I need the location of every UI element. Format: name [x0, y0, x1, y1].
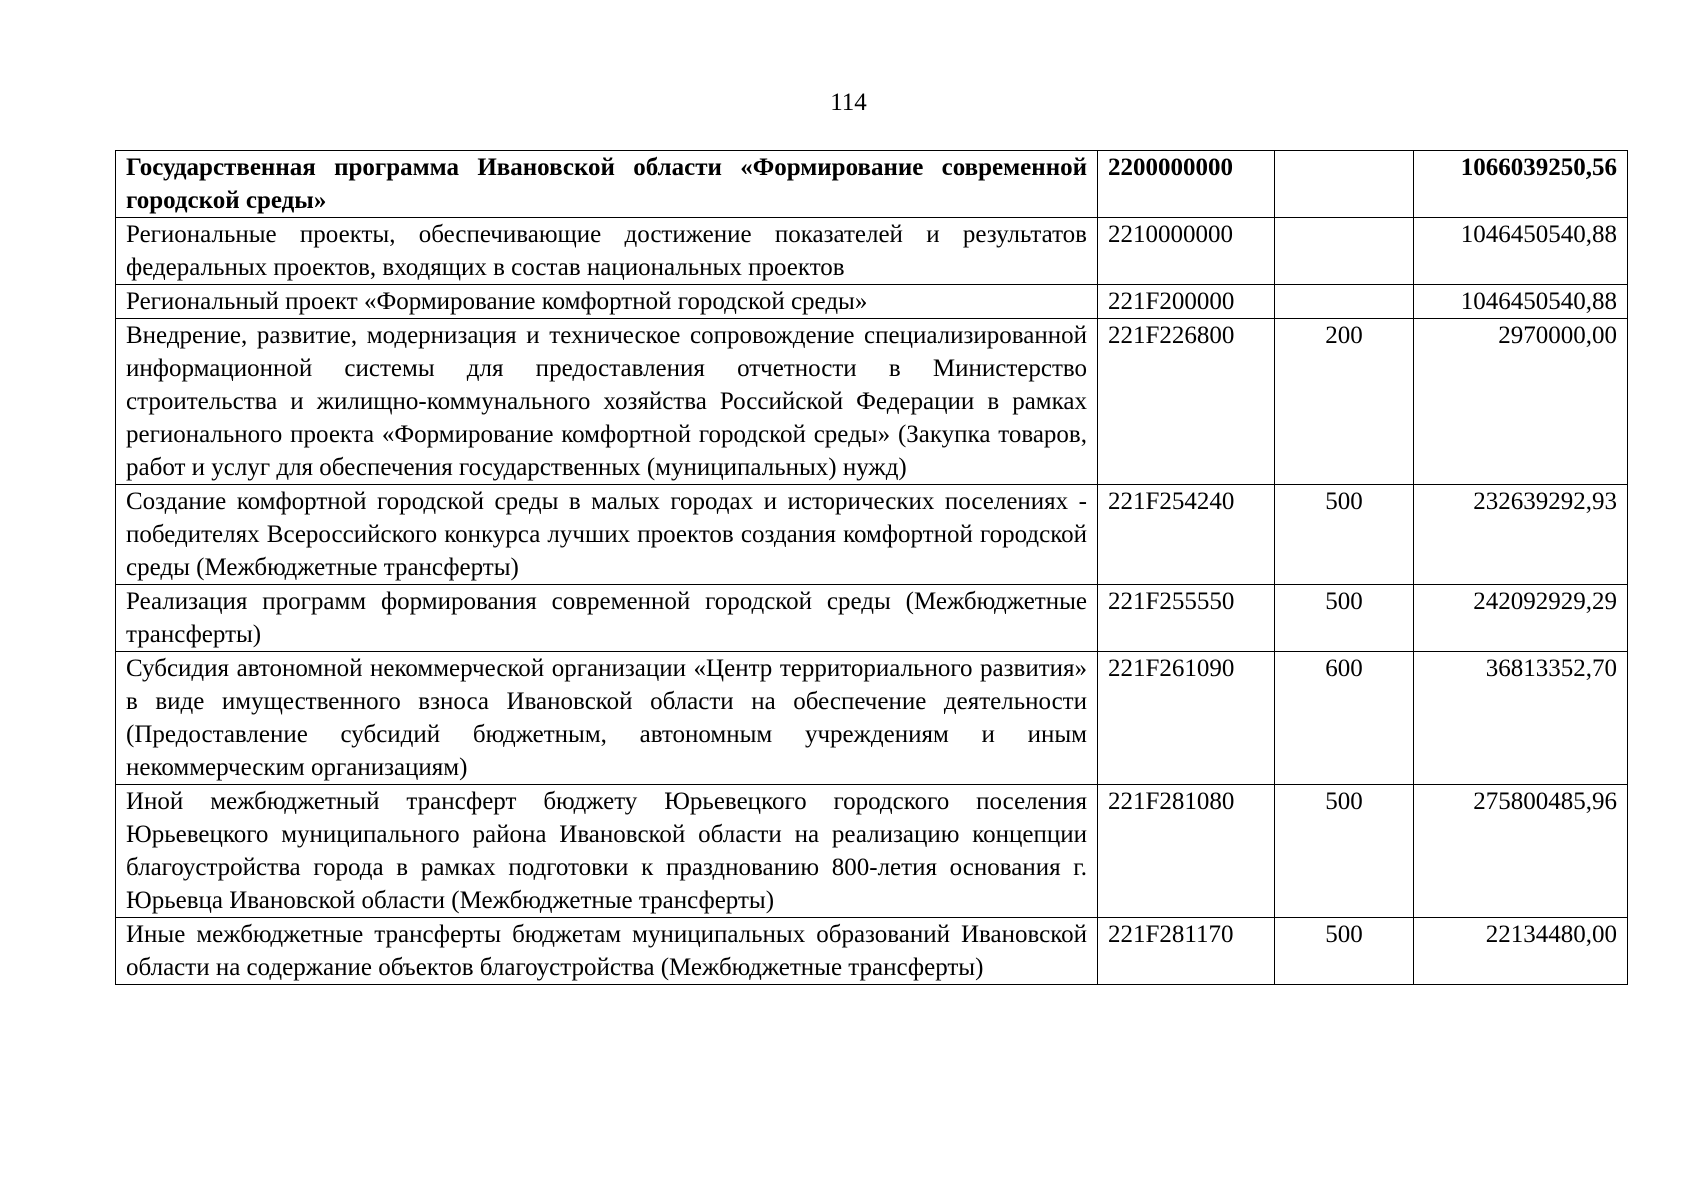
row-sum-cell: 232639292,93: [1414, 485, 1628, 585]
row-type-cell: 500: [1275, 485, 1414, 585]
page-number: 114: [830, 89, 867, 116]
row-code-cell: 2210000000: [1098, 218, 1275, 285]
row-code-cell: 221F281170: [1098, 918, 1275, 985]
budget-table-body: [116, 151, 1628, 985]
table-row: [116, 585, 1628, 652]
table-row: [116, 918, 1628, 985]
row-code-cell: 221F254240: [1098, 485, 1275, 585]
row-sum-cell: 2970000,00: [1414, 319, 1628, 485]
table-row: [116, 151, 1628, 218]
row-sum-cell: 1046450540,88: [1414, 285, 1628, 319]
table-row: [116, 285, 1628, 319]
row-type-cell: [1275, 151, 1414, 218]
row-type-cell: [1275, 218, 1414, 285]
row-code-cell: 221F226800: [1098, 319, 1275, 485]
row-sum-cell: 1066039250,56: [1414, 151, 1628, 218]
row-sum-cell: 1046450540,88: [1414, 218, 1628, 285]
row-type-cell: [1275, 285, 1414, 319]
row-name-cell: Государственная программа Ивановской области «Формирование современной городской среды»: [116, 151, 1098, 218]
table-row: [116, 485, 1628, 585]
table-row: [116, 785, 1628, 918]
row-type-cell: 500: [1275, 785, 1414, 918]
row-name-cell: Реализация программ формирования современной городской среды (Межбюджетные трансферты): [116, 585, 1098, 652]
row-code-cell: 221F261090: [1098, 652, 1275, 785]
row-sum-cell: 242092929,29: [1414, 585, 1628, 652]
row-code-cell: 221F255550: [1098, 585, 1275, 652]
row-code-cell: 221F281080: [1098, 785, 1275, 918]
row-sum-cell: 36813352,70: [1414, 652, 1628, 785]
table-row: [116, 218, 1628, 285]
row-name-cell: Создание комфортной городской среды в малых городах и исторических поселениях - победителях Всероссийского конкурса лучших проектов создания комфортной городской среды (Межбюджетные трансферты): [116, 485, 1098, 585]
row-name-cell: Иной межбюджетный трансферт бюджету Юрьевецкого городского поселения Юрьевецкого муниципального района Ивановской области на реализацию концепции благоустройства города в рамках подготовки к празднованию 800-летия основания г. Юрьевца Ивановской области (Межбюджетные трансферты): [116, 785, 1098, 918]
row-code-cell: 2200000000: [1098, 151, 1275, 218]
row-name-cell: Внедрение, развитие, модернизация и техническое сопровождение специализированной информационной системы для предоставления отчетности в Министерство строительства и жилищно-коммунального хозяйства Российской Федерации в рамках регионального проекта «Формирование комфортной городской среды» (Закупка товаров, работ и услуг для обеспечения государственных (муниципальных) нужд): [116, 319, 1098, 485]
row-name-cell: Иные межбюджетные трансферты бюджетам муниципальных образований Ивановской области на содержание объектов благоустройства (Межбюджетные трансферты): [116, 918, 1098, 985]
table-row: [116, 652, 1628, 785]
row-name-cell: Региональный проект «Формирование комфортной городской среды»: [116, 285, 1098, 319]
row-sum-cell: 275800485,96: [1414, 785, 1628, 918]
budget-table: [115, 150, 1628, 985]
row-type-cell: 600: [1275, 652, 1414, 785]
row-type-cell: 500: [1275, 918, 1414, 985]
row-sum-cell: 22134480,00: [1414, 918, 1628, 985]
row-name-cell: Субсидия автономной некоммерческой организации «Центр территориального развития» в виде имущественного взноса Ивановской области на обеспечение деятельности (Предоставление субсидий бюджетным, автономным учреждениям и иным некоммерческим организациям): [116, 652, 1098, 785]
row-type-cell: 500: [1275, 585, 1414, 652]
row-code-cell: 221F200000: [1098, 285, 1275, 319]
table-row: [116, 319, 1628, 485]
row-name-cell: Региональные проекты, обеспечивающие достижение показателей и результатов федеральных проектов, входящих в состав национальных проектов: [116, 218, 1098, 285]
row-type-cell: 200: [1275, 319, 1414, 485]
